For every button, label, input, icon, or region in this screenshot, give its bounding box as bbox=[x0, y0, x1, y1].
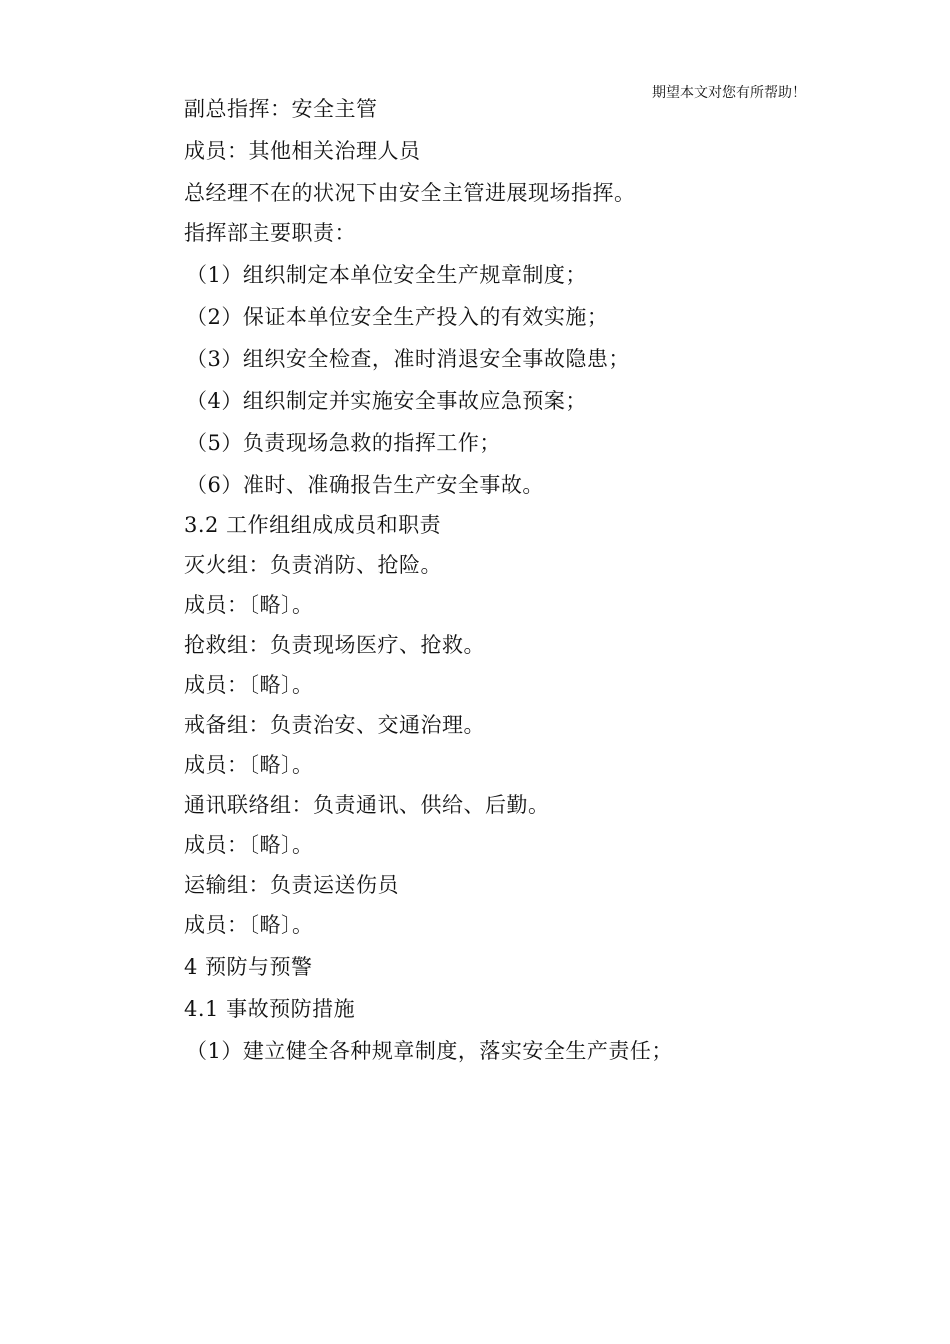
section-4-heading: 4 预防与预警 bbox=[184, 955, 313, 979]
communication-group-members: 成员：〔略〕。 bbox=[184, 833, 314, 857]
header-note: 期望本文对您有所帮助！ bbox=[652, 85, 806, 101]
transport-group-members: 成员：〔略〕。 bbox=[184, 913, 314, 937]
general-manager-absence-line: 总经理不在的状况下由安全主管进展现场指挥。 bbox=[184, 181, 636, 205]
duty-item-2: （2）保证本单位安全生产投入的有效实施； bbox=[186, 305, 609, 329]
duty-item-1: （1）组织制定本单位安全生产规章制度； bbox=[186, 263, 587, 287]
command-duties-heading: 指挥部主要职责： bbox=[184, 221, 356, 245]
rescue-group-members: 成员：〔略〕。 bbox=[184, 673, 314, 697]
section-4-1-heading: 4.1 事故预防措施 bbox=[184, 997, 356, 1021]
deputy-commander-line: 副总指挥：安全主管 bbox=[184, 97, 378, 121]
duty-item-6: （6）准时、准确报告生产安全事故。 bbox=[186, 473, 544, 497]
communication-group-line: 通讯联络组：负责通讯、供给、后勤。 bbox=[184, 793, 550, 817]
prevention-item-1: （1）建立健全各种规章制度，落实安全生产责任； bbox=[186, 1039, 673, 1063]
members-line: 成员：其他相关治理人员 bbox=[184, 139, 421, 163]
fire-group-members: 成员：〔略〕。 bbox=[184, 593, 314, 617]
security-group-members: 成员：〔略〕。 bbox=[184, 753, 314, 777]
duty-item-4: （4）组织制定并实施安全事故应急预案； bbox=[186, 389, 587, 413]
security-group-line: 戒备组：负责治安、交通治理。 bbox=[184, 713, 485, 737]
duty-item-5: （5）负责现场急救的指挥工作； bbox=[186, 431, 501, 455]
section-3-2-heading: 3.2 工作组组成成员和职责 bbox=[184, 513, 442, 537]
transport-group-line: 运输组：负责运送伤员 bbox=[184, 873, 399, 897]
fire-group-line: 灭火组：负责消防、抢险。 bbox=[184, 553, 442, 577]
rescue-group-line: 抢救组：负责现场医疗、抢救。 bbox=[184, 633, 485, 657]
duty-item-3: （3）组织安全检查，准时消退安全事故隐患； bbox=[186, 347, 630, 371]
document-body bbox=[184, 95, 824, 1079]
